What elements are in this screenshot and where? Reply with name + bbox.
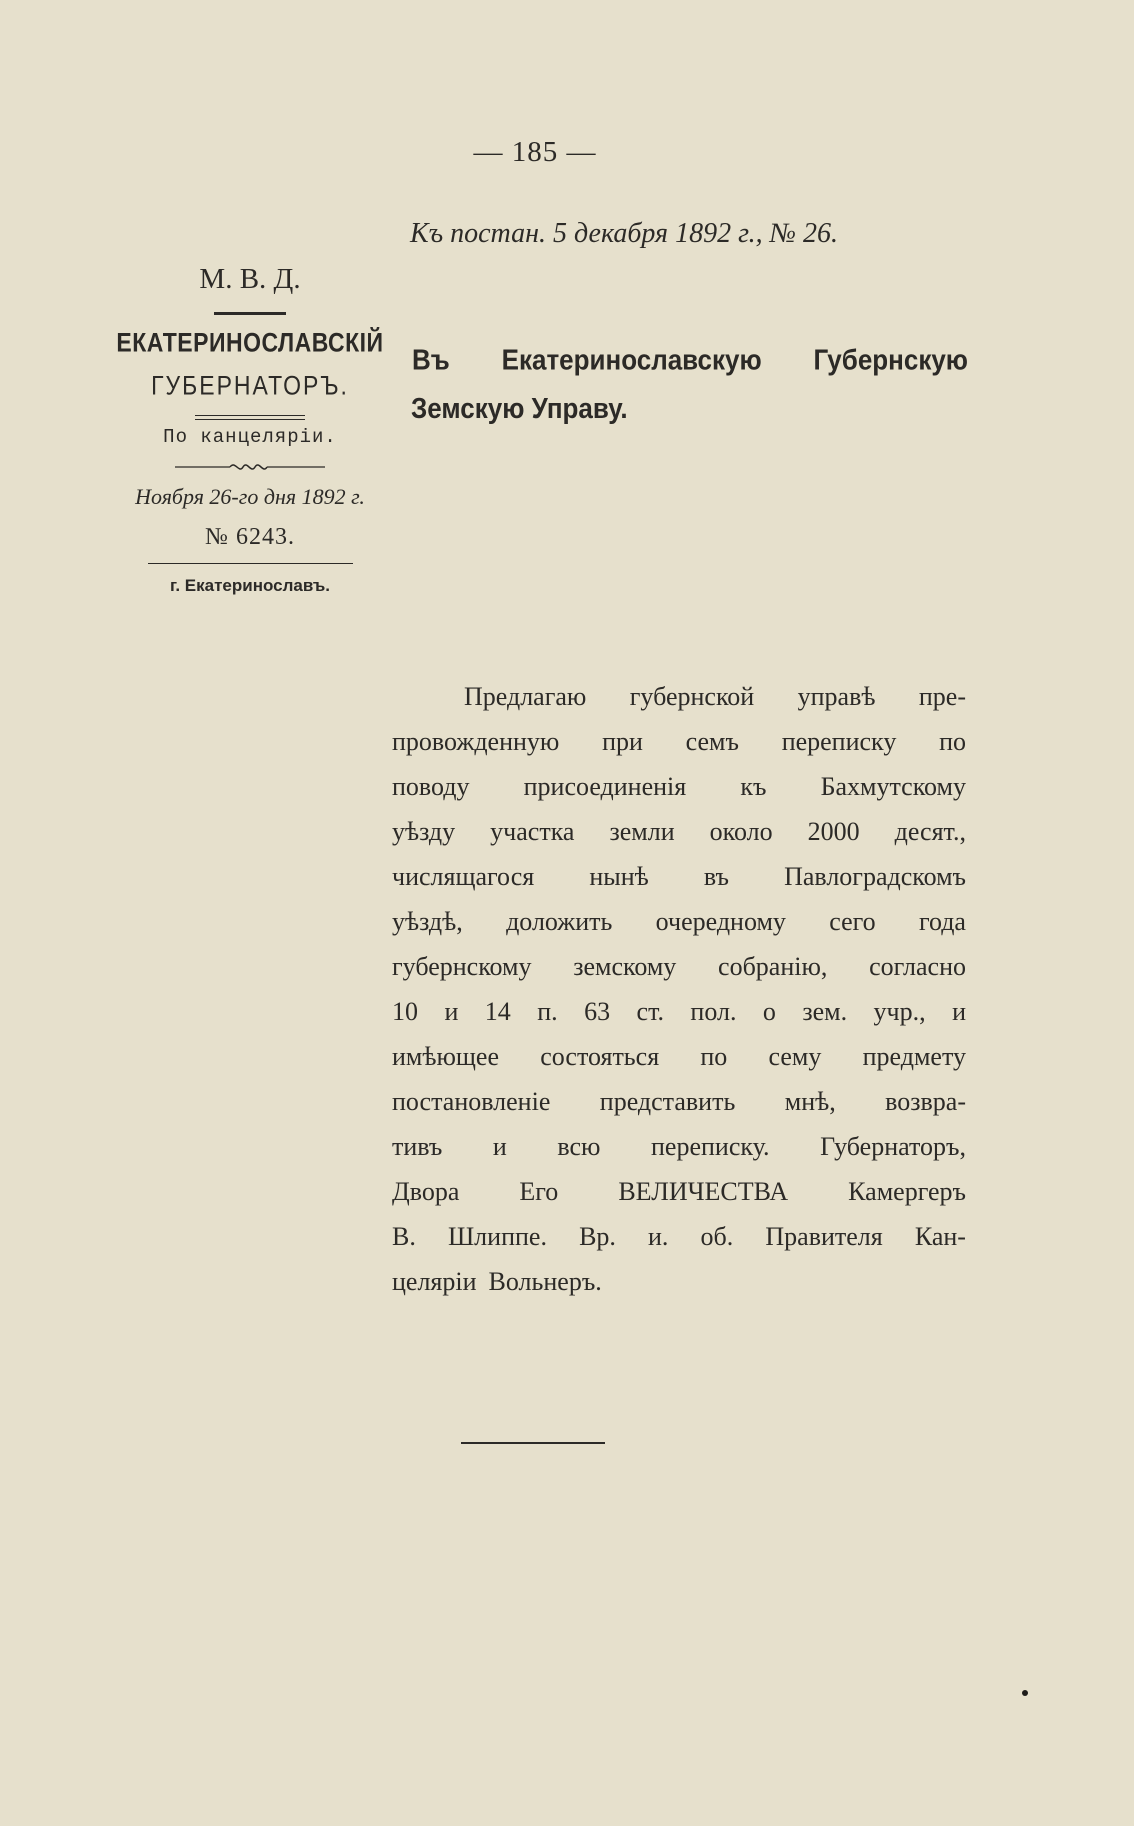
body-word: Вр. bbox=[579, 1222, 616, 1251]
body-word: сему bbox=[768, 1042, 822, 1071]
body-word: представить bbox=[599, 1087, 736, 1116]
body-line bbox=[392, 989, 966, 1034]
body-word: переписку. bbox=[651, 1132, 770, 1161]
body-word: уѣзду bbox=[392, 817, 456, 846]
body-word: мнѣ, bbox=[784, 1087, 836, 1116]
body-word: п. bbox=[537, 997, 558, 1026]
body-word: пре- bbox=[918, 682, 966, 711]
body-line bbox=[392, 899, 966, 944]
body-word: собранію, bbox=[718, 952, 828, 981]
body-word: В. bbox=[392, 1222, 416, 1251]
addressee-line1 bbox=[412, 336, 968, 384]
addressee-line2: Земскую Управу. bbox=[411, 390, 628, 425]
body-word: губернскому bbox=[392, 952, 532, 981]
body-word: при bbox=[602, 727, 643, 756]
body-word: о bbox=[762, 997, 776, 1026]
body-word: нынѣ bbox=[589, 862, 649, 891]
body-word: губернской bbox=[629, 682, 755, 711]
body-word: постановленіе bbox=[392, 1087, 551, 1116]
office-title-line1: ЕКАТЕРИНОСЛАВСКІЙ bbox=[116, 326, 384, 358]
body-word: 2000 bbox=[807, 817, 860, 846]
body-word: земскому bbox=[573, 952, 677, 981]
body-word: провожденную bbox=[392, 727, 560, 756]
body-word: и bbox=[444, 997, 459, 1026]
city-label: г. Екатеринославъ. bbox=[169, 576, 331, 595]
body-word: къ bbox=[740, 772, 767, 801]
divider-rule bbox=[214, 312, 286, 315]
body-line bbox=[392, 1034, 966, 1079]
body-word: по bbox=[939, 727, 966, 756]
body-word: пол. bbox=[690, 997, 737, 1026]
ministry-abbreviation: М. В. Д. bbox=[199, 263, 301, 295]
body-word: въ bbox=[703, 862, 729, 891]
ink-dot bbox=[1022, 1690, 1028, 1696]
body-word: согласно bbox=[869, 952, 966, 981]
body-word: Губернаторъ, bbox=[820, 1132, 966, 1161]
body-word: состояться bbox=[540, 1042, 660, 1071]
body-line bbox=[392, 1259, 966, 1304]
body-word: Бахмутскому bbox=[820, 772, 966, 801]
closing-rule bbox=[461, 1442, 605, 1444]
body-line bbox=[392, 809, 966, 854]
letter-body bbox=[392, 674, 966, 1304]
document-number: № 6243. bbox=[205, 524, 295, 550]
body-word: переписку bbox=[781, 727, 897, 756]
body-word: и bbox=[952, 997, 966, 1026]
body-word: десят., bbox=[894, 817, 966, 846]
body-word: Предлагаю bbox=[464, 682, 587, 711]
body-word: поводу bbox=[392, 772, 470, 801]
sender-block bbox=[95, 258, 405, 596]
body-word: доложить bbox=[506, 907, 613, 936]
body-word: зем. bbox=[802, 997, 848, 1026]
thin-divider-rule bbox=[148, 563, 353, 564]
page-number: — 185 — bbox=[473, 136, 597, 168]
body-line bbox=[392, 674, 966, 719]
body-word: Камергеръ bbox=[848, 1177, 966, 1206]
addressee-block bbox=[412, 336, 968, 432]
body-word: предмету bbox=[862, 1042, 966, 1071]
body-line bbox=[392, 1124, 966, 1169]
body-word: об. bbox=[700, 1222, 734, 1251]
body-word: и bbox=[492, 1132, 507, 1161]
body-line bbox=[392, 1169, 966, 1214]
body-word: Шлиппе. bbox=[447, 1222, 547, 1251]
body-word: уѣздѣ, bbox=[392, 907, 463, 936]
body-line bbox=[392, 944, 966, 989]
body-word: Правителя bbox=[765, 1222, 883, 1251]
body-word: Кан- bbox=[914, 1222, 966, 1251]
body-line bbox=[392, 719, 966, 764]
body-word: Его bbox=[519, 1177, 559, 1206]
body-word: числящагося bbox=[392, 862, 535, 891]
body-word: семъ bbox=[685, 727, 739, 756]
body-word: земли bbox=[609, 817, 675, 846]
body-word: года bbox=[918, 907, 966, 936]
body-line bbox=[392, 764, 966, 809]
body-word: Вольнеръ. bbox=[488, 1267, 602, 1296]
body-word: Двора bbox=[392, 1177, 460, 1206]
double-divider-rule bbox=[195, 415, 305, 420]
body-line bbox=[392, 1079, 966, 1124]
body-word: сего bbox=[829, 907, 876, 936]
body-word: по bbox=[700, 1042, 728, 1071]
body-word: целяріи bbox=[392, 1267, 477, 1296]
body-word: 10 bbox=[392, 997, 418, 1026]
body-word: 63 bbox=[584, 997, 611, 1026]
body-word: участка bbox=[490, 817, 575, 846]
addressee-word: Екатеринославскую bbox=[501, 342, 762, 377]
addressee-word: Губернскую bbox=[813, 342, 968, 377]
body-word: имѣющее bbox=[392, 1042, 500, 1071]
body-word: возвра- bbox=[885, 1087, 966, 1116]
body-word: 14 bbox=[484, 997, 511, 1026]
ornament-divider bbox=[175, 460, 325, 474]
body-line bbox=[392, 854, 966, 899]
department-label: По канцеляріи. bbox=[163, 426, 337, 448]
body-word: очередному bbox=[655, 907, 786, 936]
document-date: Ноября 26-го дня 1892 г. bbox=[135, 484, 365, 509]
body-word: ВЕЛИЧЕСТВА bbox=[618, 1177, 789, 1206]
addressee-word: Въ bbox=[412, 342, 450, 377]
office-title-line2: ГУБЕРНАТОРЪ. bbox=[151, 369, 349, 401]
body-word: присоединенія bbox=[523, 772, 687, 801]
body-word: Павлоградскомъ bbox=[784, 862, 966, 891]
reference-line: Къ постан. 5 декабря 1892 г., № 26. bbox=[410, 218, 839, 249]
body-word: тивъ bbox=[392, 1132, 443, 1161]
body-word: управѣ bbox=[797, 682, 876, 711]
body-word: учр., bbox=[873, 997, 926, 1026]
body-line bbox=[392, 1214, 966, 1259]
body-word: всю bbox=[557, 1132, 601, 1161]
body-word: и. bbox=[648, 1222, 669, 1251]
body-word: около bbox=[709, 817, 773, 846]
body-word: ст. bbox=[636, 997, 664, 1026]
